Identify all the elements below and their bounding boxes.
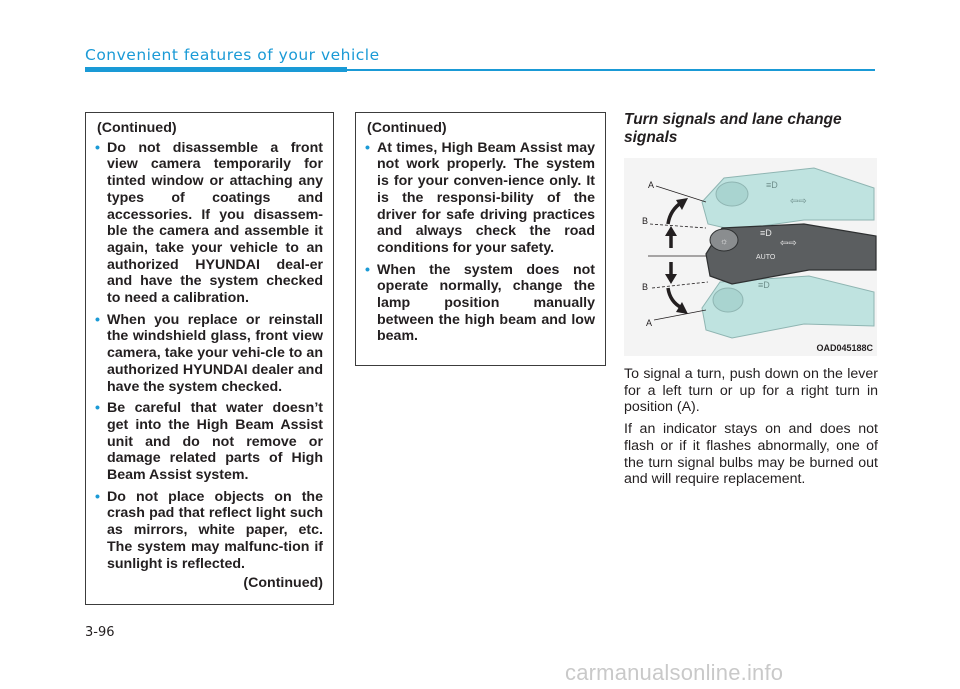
continued-label-top: (Continued) [367,120,447,136]
turn-signal-lever-figure [624,158,877,356]
lever-main [706,224,876,284]
warning-bullet-list [365,140,595,345]
bullet-dot-icon: • [95,139,100,156]
page-number: 3-96 [85,625,115,640]
label-a-top: A [648,180,655,190]
bullet-text: Do not place objects on the crash pad that reflect light such as mirrors, white paper, etc. The system may malfunc-tion if sunlight is reflected. [107,488,323,572]
bullet-dot-icon: • [95,311,100,328]
svg-text:≡D: ≡D [760,228,772,238]
arrow-down-icon [665,274,677,284]
bullet-text: At times, High Beam Assist may not work properly. The system is for your conven-ience only. It is the responsi-bility of the driver for safe driving practices and always check the road conditions for your safety. [377,139,595,256]
warning-box-middle [355,112,606,366]
turn-signal-lever-illustration [624,158,877,356]
label-b-bottom: B [642,282,649,292]
continued-label-bottom: (Continued) [243,575,323,592]
lever-lower-ghost [702,276,874,338]
label-a-bottom: A [646,318,653,328]
bullet-text: When you replace or reinstall the windshield glass, front view camera, take your vehi-cle to an authorized HYUNDAI dealer and have the system checked. [107,311,323,395]
figure-code: OAD045188C [816,343,873,353]
bullet-text: Be careful that water doesn’t get into the High Beam Assist unit and do not remove or damage related parts of High Beam Assist system. [107,400,323,484]
bullet-dot-icon: • [95,400,100,417]
arrow-up-icon [665,226,677,236]
list-item [365,140,595,257]
warning-box-left [85,112,334,605]
auto-label: AUTO [756,254,776,261]
header-rule-thin [347,69,875,71]
continued-label-top: (Continued) [97,120,177,136]
list-item [95,489,323,573]
section-header-title: Convenient features of your vehicle [85,46,380,64]
section-heading: Turn signals and lane change signals [624,111,842,146]
svg-text:⇦⇨: ⇦⇨ [790,196,807,207]
svg-text:⇦⇨: ⇦⇨ [780,238,797,249]
body-paragraph-2: If an indicator stays on and does not flash or if it flashes abnormally, one of the turn signal bulbs may be burned out and will require replacement. [624,421,878,488]
bullet-dot-icon: • [95,488,100,505]
svg-text:≡D: ≡D [758,280,770,290]
bullet-dot-icon: • [365,139,370,156]
bullet-text: Do not disassemble a front view camera temporarily for tinted window or attaching any types of coatings and accessories. If you disassem-ble the camera and assemble it again, take your vehicle to an authorized HYUNDAI deal-er and have the system checked to need a calibration. [107,139,323,307]
list-item [95,312,323,396]
list-item [95,140,323,307]
warning-bullet-list [95,140,323,573]
bullet-text: When the system does not operate normally, change the lamp position manually between the high beam and low beam. [377,261,595,345]
body-text [624,366,878,493]
svg-text:☼: ☼ [720,236,729,246]
label-b-top: B [642,216,649,226]
list-item [95,400,323,484]
header-rule-thick [85,67,347,72]
svg-text:≡D: ≡D [766,180,778,190]
body-paragraph-1: To signal a turn, push down on the lever for a left turn or up for a right turn in position (A). [624,366,878,416]
lever-upper-ghost [702,168,874,230]
bullet-dot-icon: • [365,261,370,278]
list-item [365,262,595,346]
watermark: carmanualsonline.info [565,660,784,685]
